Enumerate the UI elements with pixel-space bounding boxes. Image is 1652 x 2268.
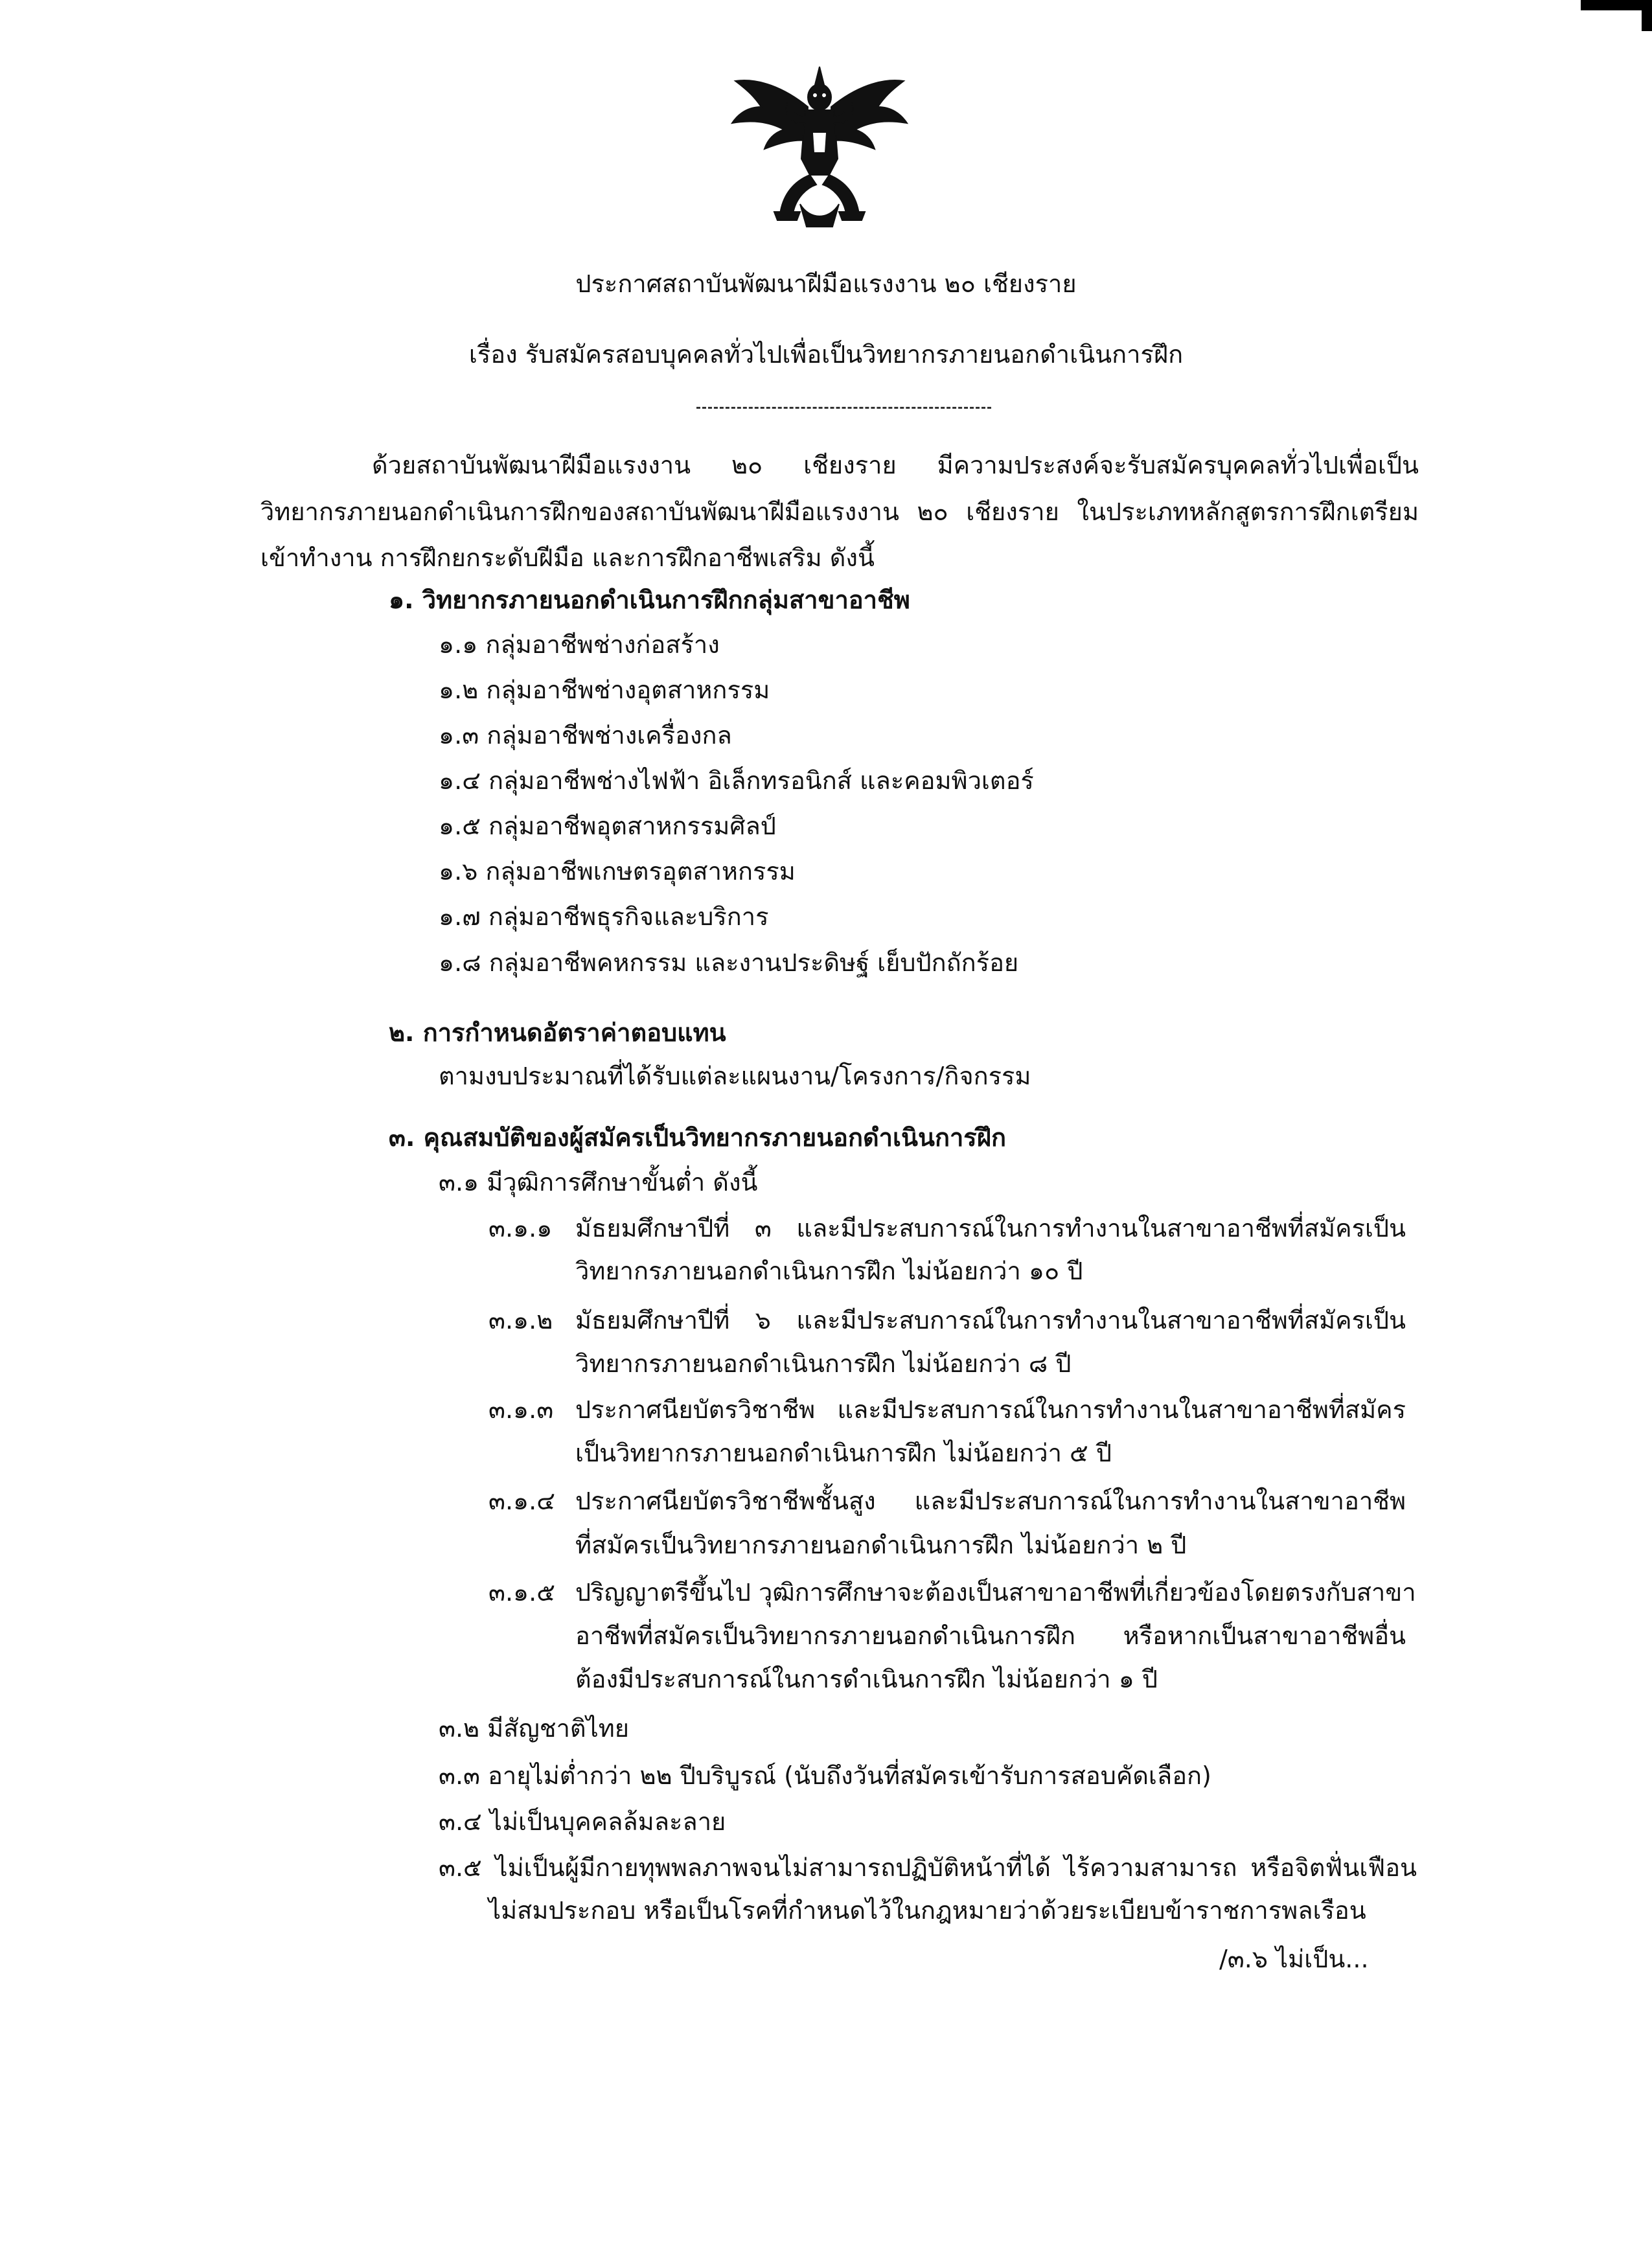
subsection-3-5: ๓.๕ ไม่เป็นผู้มีกายทุพพลภาพจนไม่สามารถปฏิบัติหน้าที่ได้ ไร้ความสามารถ หรือจิตฟั่นเฟือน bbox=[439, 1853, 1417, 1882]
list-item: ๑.๘ กลุ่มอาชีพคหกรรม และงานประดิษฐ์ เย็บปักถักร้อย bbox=[439, 948, 1019, 977]
list-item: ๑.๓ กลุ่มอาชีพช่างเครื่องกล bbox=[439, 721, 732, 750]
edu-item-number: ๓.๑.๓ bbox=[488, 1395, 554, 1424]
edu-item-text: วิทยากรภายนอกดำเนินการฝึก ไม่น้อยกว่า ๑๐ ปี bbox=[575, 1257, 1083, 1285]
edu-item-text: มัธยมศึกษาปีที่ ๖ และมีประสบการณ์ในการทำงานในสาขาอาชีพที่สมัครเป็น bbox=[575, 1306, 1406, 1334]
intro-line-3: เข้าทำงาน การฝึกยกระดับฝีมือ และการฝึกอาชีพเสริม ดังนี้ bbox=[260, 544, 875, 572]
section-1-heading: ๑. วิทยากรภายนอกดำเนินการฝึกกลุ่มสาขาอาชีพ bbox=[389, 586, 910, 614]
edu-item-number: ๓.๑.๔ bbox=[488, 1487, 556, 1515]
edu-item-text: เป็นวิทยากรภายนอกดำเนินการฝึก ไม่น้อยกว่า ๕ ปี bbox=[575, 1439, 1112, 1467]
subsection-3-3: ๓.๓ อายุไม่ต่ำกว่า ๒๒ ปีบริบูรณ์ (นับถึงวันที่สมัครเข้ารับการสอบคัดเลือก) bbox=[439, 1761, 1211, 1790]
page-continuation: /๓.๖ ไม่เป็น... bbox=[1219, 1945, 1369, 1973]
list-item: ๑.๔ กลุ่มอาชีพช่างไฟฟ้า อิเล็กทรอนิกส์ และคอมพิวเตอร์ bbox=[439, 766, 1034, 795]
subsection-3-5-continued: ไม่สมประกอบ หรือเป็นโรคที่กำหนดไว้ในกฎหมายว่าด้วยระเบียบข้าราชการพลเรือน bbox=[488, 1896, 1366, 1925]
subsection-3-1: ๓.๑ มีวุฒิการศึกษาขั้นต่ำ ดังนี้ bbox=[439, 1168, 758, 1197]
scan-corner-mark bbox=[1581, 0, 1652, 10]
list-item: ๑.๑ กลุ่มอาชีพช่างก่อสร้าง bbox=[439, 630, 720, 659]
announcement-subject: เรื่อง รับสมัครสอบบุคคลทั่วไปเพื่อเป็นวิทยากรภายนอกดำเนินการฝึก bbox=[468, 340, 1184, 369]
edu-item-text: ประกาศนียบัตรวิชาชีพ และมีประสบการณ์ในการทำงานในสาขาอาชีพที่สมัคร bbox=[575, 1395, 1406, 1424]
list-item: ๑.๕ กลุ่มอาชีพอุตสาหกรรมศิลป์ bbox=[439, 812, 776, 840]
intro-line-1: ด้วยสถาบันพัฒนาฝีมือแรงงาน ๒๐ เชียงราย มีความประสงค์จะรับสมัครบุคคลทั่วไปเพื่อเป็น bbox=[372, 451, 1419, 479]
list-item: ๑.๖ กลุ่มอาชีพเกษตรอุตสาหกรรม bbox=[439, 857, 796, 886]
edu-item-text: วิทยากรภายนอกดำเนินการฝึก ไม่น้อยกว่า ๘ ปี bbox=[575, 1349, 1072, 1378]
section-2-heading: ๒. การกำหนดอัตราค่าตอบแทน bbox=[389, 1018, 726, 1047]
edu-item-text: ที่สมัครเป็นวิทยากรภายนอกดำเนินการฝึก ไม่น้อยกว่า ๒ ปี bbox=[575, 1531, 1187, 1559]
edu-item-text: มัธยมศึกษาปีที่ ๓ และมีประสบการณ์ในการทำงานในสาขาอาชีพที่สมัครเป็น bbox=[575, 1214, 1406, 1243]
garuda-emblem-icon bbox=[722, 62, 917, 233]
edu-item-number: ๓.๑.๑ bbox=[488, 1214, 553, 1243]
edu-item-text: ประกาศนียบัตรวิชาชีพชั้นสูง และมีประสบการณ์ในการทำงานในสาขาอาชีพ bbox=[575, 1487, 1406, 1515]
edu-item-number: ๓.๑.๒ bbox=[488, 1306, 553, 1334]
subsection-3-2: ๓.๒ มีสัญชาติไทย bbox=[439, 1714, 630, 1743]
edu-item-text: ปริญญาตรีขึ้นไป วุฒิการศึกษาจะต้องเป็นสาขาอาชีพที่เกี่ยวข้องโดยตรงกับสาขา bbox=[575, 1578, 1416, 1607]
edu-item-text: อาชีพที่สมัครเป็นวิทยากรภายนอกดำเนินการฝึก หรือหากเป็นสาขาอาชีพอื่น bbox=[575, 1621, 1406, 1650]
intro-line-2: วิทยากรภายนอกดำเนินการฝึกของสถาบันพัฒนาฝีมือแรงงาน ๒๐ เชียงราย ในประเภทหลักสูตรการฝึกเตรียม bbox=[260, 498, 1419, 526]
section-3-heading: ๓. คุณสมบัติของผู้สมัครเป็นวิทยากรภายนอกดำเนินการฝึก bbox=[389, 1123, 1006, 1152]
edu-item-number: ๓.๑.๕ bbox=[488, 1578, 556, 1607]
edu-item-text: ต้องมีประสบการณ์ในการดำเนินการฝึก ไม่น้อยกว่า ๑ ปี bbox=[575, 1665, 1158, 1693]
section-2-text: ตามงบประมาณที่ได้รับแต่ละแผนงาน/โครงการ/กิจกรรม bbox=[439, 1062, 1031, 1090]
title-divider bbox=[696, 407, 991, 409]
list-item: ๑.๒ กลุ่มอาชีพช่างอุตสาหกรรม bbox=[439, 676, 770, 704]
announcement-title: ประกาศสถาบันพัฒนาฝีมือแรงงาน ๒๐ เชียงราย bbox=[575, 269, 1077, 298]
subsection-3-4: ๓.๔ ไม่เป็นบุคคลล้มละลาย bbox=[439, 1807, 726, 1836]
list-item: ๑.๗ กลุ่มอาชีพธุรกิจและบริการ bbox=[439, 902, 769, 931]
